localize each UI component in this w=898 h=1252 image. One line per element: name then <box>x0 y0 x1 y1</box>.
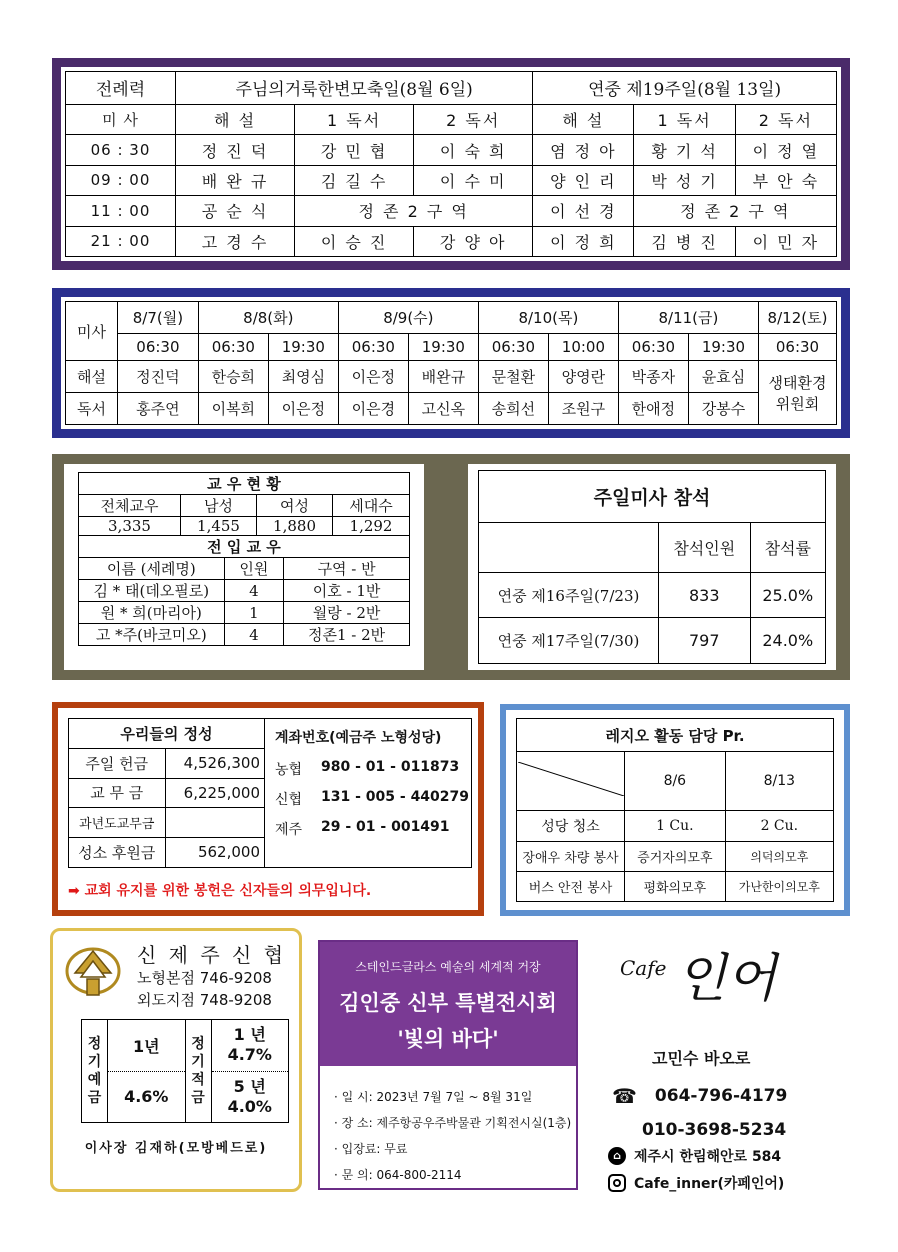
exhibition-info <box>334 1084 571 1188</box>
table-row <box>69 808 265 838</box>
cell: 연중 제17주일(7/30) <box>479 618 659 664</box>
cell <box>165 808 265 838</box>
exhibition-date: 일 시: 2023년 7월 7일 ~ 8월 31일 <box>341 1090 533 1104</box>
cell: 평화의모후 <box>625 872 726 902</box>
cell: 4 <box>224 580 284 602</box>
cell: 황 기 석 <box>634 135 735 165</box>
stats-panel <box>52 454 850 680</box>
day-header: 8/9(수) <box>338 302 478 334</box>
cell: 양영란 <box>548 361 618 393</box>
exhibition-title: 김인중 신부 특별전시회 <box>339 991 557 1015</box>
cell: 강 양 아 <box>414 226 533 256</box>
time: 06:30 <box>198 333 268 360</box>
cell: 염 정 아 <box>533 135 634 165</box>
sunday-schedule-panel <box>52 58 850 270</box>
row-label: 해설 <box>66 361 118 393</box>
cell: 한애정 <box>618 393 688 425</box>
table-row <box>66 135 837 165</box>
diagonal-line <box>518 762 624 796</box>
time: 19:30 <box>268 333 338 360</box>
members-header: 전체교우 <box>79 495 181 517</box>
deposit-term: 1년 <box>108 1020 186 1072</box>
cell: 1 Cu. <box>625 810 726 842</box>
list-item: · 입장료: 무료 <box>334 1142 408 1156</box>
cafe-phone1: 064-796-4179 <box>654 1086 788 1106</box>
savings-1y <box>211 1020 289 1072</box>
bank-name: 제주 <box>275 822 303 838</box>
day-header: 8/8(화) <box>198 302 338 334</box>
savings-5y <box>211 1071 289 1123</box>
cell: 2 Cu. <box>725 810 833 842</box>
cell: 홍주연 <box>118 393 199 425</box>
legio-title: 레지오 활동 담당 Pr. <box>517 719 834 752</box>
members-table <box>78 472 410 536</box>
arrow-right-icon: ➡ <box>68 883 80 899</box>
cell: 이은경 <box>338 393 408 425</box>
transfer-table <box>78 535 410 646</box>
table-row <box>69 749 265 779</box>
cell: 윤효심 <box>688 361 758 393</box>
offering-panel <box>52 702 484 916</box>
members-value: 1,455 <box>181 517 257 536</box>
list-item: · 장 소: 제주항공우주박물관 기획전시실(1층) <box>334 1116 572 1130</box>
cell: 이호 - 1반 <box>284 580 410 602</box>
cell: 최영심 <box>268 361 338 393</box>
day-header: 8/12(토) <box>759 302 837 334</box>
savings-1y-rate: 4.7% <box>227 1045 272 1065</box>
cell: 고신옥 <box>408 393 478 425</box>
cafe-address-row <box>608 1146 781 1166</box>
cell: 이 숙 희 <box>414 135 533 165</box>
feast-transfiguration: 주님의거룩한변모축일(8월 6일) <box>176 72 533 105</box>
list-item: · 일 시: 2023년 7월 7일 ~ 8월 31일 <box>334 1090 533 1104</box>
legio-table <box>516 718 834 902</box>
legio-date: 8/13 <box>725 752 833 811</box>
account-number: 131 - 005 - 440279 <box>321 789 470 805</box>
role-header: 2 독서 <box>414 104 533 134</box>
offering-box <box>68 718 472 868</box>
cell: 버스 안전 봉사 <box>517 872 625 902</box>
regular-savings-text: 정기적금 <box>191 1036 205 1106</box>
mass-time: 21 : 00 <box>66 226 176 256</box>
cell: 박 성 기 <box>634 165 735 195</box>
table-row <box>517 842 834 872</box>
cell: 배 완 규 <box>176 165 295 195</box>
cell: 833 <box>659 572 751 618</box>
legio-panel <box>500 704 850 916</box>
cell: 문철환 <box>478 361 548 393</box>
exhibition-contact: 문 의: 064-800-2114 <box>341 1168 462 1182</box>
cell: 공 순 식 <box>176 196 295 226</box>
cafe-logo-big: 인어 <box>676 949 777 1009</box>
time: 10:00 <box>548 333 618 360</box>
exhibition-place: 장 소: 제주항공우주박물관 기획전시실(1층) <box>341 1116 572 1130</box>
account-title: 계좌번호(예금주 노형성당) <box>275 730 442 746</box>
cell: 성당 청소 <box>517 810 625 842</box>
cafe-phone2: 010-3698-5234 <box>642 1120 787 1140</box>
deposit-rate: 4.6% <box>108 1071 186 1123</box>
members-header: 여성 <box>257 495 333 517</box>
transfer-header: 인원 <box>224 558 284 580</box>
table-row <box>66 226 837 256</box>
cell: 의덕의모후 <box>725 842 833 872</box>
transfer-title: 전 입 교 우 <box>79 536 410 558</box>
cell: 배완규 <box>408 361 478 393</box>
cell: 정 존 2 구 역 <box>295 196 533 226</box>
cell: 이은정 <box>338 361 408 393</box>
row-label: 독서 <box>66 393 118 425</box>
cell: 박종자 <box>618 361 688 393</box>
branch-second: 외도지점 748-9208 <box>137 991 272 1009</box>
cell: 이 승 진 <box>295 226 414 256</box>
bank-name: 신협 <box>275 792 303 808</box>
sunday-19: 연중 제19주일(8월 13일) <box>533 72 837 105</box>
regular-deposit-text: 정기예금 <box>87 1036 102 1106</box>
legio-date: 8/6 <box>625 752 726 811</box>
cell: 이 민 자 <box>735 226 836 256</box>
attendance-title: 주일미사 참석 <box>479 471 826 523</box>
savings-1y-term: 1 년 <box>233 1025 266 1045</box>
rates-table <box>81 1019 289 1123</box>
cell: 25.0% <box>750 572 826 618</box>
role-header: 1 독서 <box>634 104 735 134</box>
day-header: 8/11(금) <box>618 302 758 334</box>
instagram-icon <box>608 1174 626 1192</box>
table-row <box>69 837 265 867</box>
mass-label: 미사 <box>66 302 118 361</box>
weekday-schedule-panel <box>52 288 850 438</box>
cell: 강봉수 <box>688 393 758 425</box>
cell: 고 경 수 <box>176 226 295 256</box>
credit-union-name: 신 제 주 신 협 <box>137 943 287 967</box>
account-info <box>275 727 469 839</box>
cell: 과년도교무금 <box>69 808 165 838</box>
cell: 성소 후원금 <box>69 837 165 867</box>
bank-name: 농협 <box>275 762 303 778</box>
time: 06:30 <box>118 333 199 360</box>
cell: 562,000 <box>165 837 265 867</box>
table-row <box>79 580 410 602</box>
regular-savings-label <box>185 1020 211 1123</box>
members-value: 3,335 <box>79 517 181 536</box>
account-number: 980 - 01 - 011873 <box>321 759 460 775</box>
cell: 정 존 2 구 역 <box>634 196 837 226</box>
diagonal-cell <box>517 752 625 811</box>
role-header: 1 독서 <box>295 104 414 134</box>
offering-table <box>69 719 265 867</box>
cell: 정 진 덕 <box>176 135 295 165</box>
cafe-phone-row <box>612 1084 787 1108</box>
cell: 교 무 금 <box>69 778 165 808</box>
cell: 김 * 태(데오필로) <box>79 580 225 602</box>
sunday-schedule-table <box>65 71 837 257</box>
regular-deposit-label <box>82 1020 108 1123</box>
exhibition-subtitle: 스테인드글라스 예술의 세계적 거장 <box>355 960 541 974</box>
cell: 이 선 경 <box>533 196 634 226</box>
cell: 증거자의모후 <box>625 842 726 872</box>
time: 06:30 <box>338 333 408 360</box>
cell: 장애우 차량 봉사 <box>517 842 625 872</box>
exhibition-title2: '빛의 바다' <box>397 1027 499 1051</box>
cell: 강 민 협 <box>295 135 414 165</box>
table-row <box>479 618 826 664</box>
day-header: 8/7(월) <box>118 302 199 334</box>
table-row <box>79 624 410 646</box>
account-row <box>275 789 469 809</box>
cell: 조원구 <box>548 393 618 425</box>
members-header: 남성 <box>181 495 257 517</box>
cafe-ad <box>600 928 860 1198</box>
transfer-header: 이름 (세례명) <box>79 558 225 580</box>
exhibition-banner <box>320 942 576 1066</box>
cell: 양 인 리 <box>533 165 634 195</box>
day-header: 8/10(목) <box>478 302 618 334</box>
cell: 이복희 <box>198 393 268 425</box>
cell: 김 길 수 <box>295 165 414 195</box>
attendance-table <box>478 470 826 664</box>
role-header: 미 사 <box>66 104 176 134</box>
cell: 가난한이의모후 <box>725 872 833 902</box>
role-header: 2 독서 <box>735 104 836 134</box>
instagram-lens <box>613 1179 621 1187</box>
cell: 월랑 - 2반 <box>284 602 410 624</box>
role-header: 해 설 <box>533 104 634 134</box>
credit-union-ad <box>50 928 302 1192</box>
transfer-header: 구역 - 반 <box>284 558 410 580</box>
chairman: 이사장 김재하(모방베드로) <box>84 1141 268 1156</box>
members-value: 1,880 <box>257 517 333 536</box>
home-icon: ⌂ <box>608 1147 626 1165</box>
weekday-schedule-table <box>65 301 837 425</box>
cell: 4,526,300 <box>165 749 265 779</box>
cell: 이 정 희 <box>533 226 634 256</box>
cell: 이 정 열 <box>735 135 836 165</box>
table-row <box>479 572 826 618</box>
savings-5y-term: 5 년 <box>233 1076 266 1096</box>
cafe-logo-small: Cafe <box>620 956 667 980</box>
mass-time: 06 : 30 <box>66 135 176 165</box>
exhibition-fee: 입장료: 무료 <box>341 1142 408 1156</box>
time: 06:30 <box>618 333 688 360</box>
cell: 부 안 숙 <box>735 165 836 195</box>
account-row <box>275 759 469 779</box>
branch-main: 노형본점 746-9208 <box>137 969 272 987</box>
phone-icon: ☎ <box>612 1084 637 1108</box>
offering-title: 우리들의 정성 <box>69 719 265 749</box>
blank-cell <box>479 523 659 573</box>
table-row <box>66 361 837 393</box>
cell: 연중 제16주일(7/23) <box>479 572 659 618</box>
time: 06:30 <box>759 333 837 360</box>
time: 19:30 <box>408 333 478 360</box>
cell: 주일 헌금 <box>69 749 165 779</box>
role-header: 해 설 <box>176 104 295 134</box>
time: 06:30 <box>478 333 548 360</box>
cell: 정진덕 <box>118 361 199 393</box>
time: 19:30 <box>688 333 758 360</box>
account-number: 29 - 01 - 001491 <box>321 819 450 835</box>
table-row <box>69 778 265 808</box>
cell: 1 <box>224 602 284 624</box>
table-row <box>66 393 837 425</box>
members-header: 세대수 <box>333 495 410 517</box>
members-title: 교 우 현 황 <box>79 473 410 495</box>
cell: 김 병 진 <box>634 226 735 256</box>
saturday-group: 생태환경 위원회 <box>759 361 837 425</box>
cafe-instagram: Cafe_inner(카페인어) <box>634 1176 785 1192</box>
table-row <box>66 165 837 195</box>
members-value: 1,292 <box>333 517 410 536</box>
attendance-header: 참석인원 <box>659 523 751 573</box>
cell: 4 <box>224 624 284 646</box>
cafe-address: 제주시 한림해안로 584 <box>634 1149 782 1165</box>
cell: 6,225,000 <box>165 778 265 808</box>
cafe-owner: 고민수 바오로 <box>652 1049 751 1068</box>
table-row <box>517 872 834 902</box>
table-row <box>79 602 410 624</box>
savings-5y-rate: 4.0% <box>227 1096 272 1116</box>
mass-time: 11 : 00 <box>66 196 176 226</box>
attendance-box <box>468 464 836 670</box>
cell: 797 <box>659 618 751 664</box>
cell: 24.0% <box>750 618 826 664</box>
list-item: · 문 의: 064-800-2114 <box>334 1168 462 1182</box>
mass-time: 09 : 00 <box>66 165 176 195</box>
members-box <box>64 464 424 670</box>
cell: 이은정 <box>268 393 338 425</box>
cell: 한승희 <box>198 361 268 393</box>
credit-union-logo <box>65 943 121 1003</box>
offering-note <box>68 880 371 900</box>
cell: 송희선 <box>478 393 548 425</box>
offering-note-text: 교회 유지를 위한 봉헌은 신자들의 의무입니다. <box>84 883 372 899</box>
cell: 원 * 희(마리아) <box>79 602 225 624</box>
cell: 고 *주(바코미오) <box>79 624 225 646</box>
attendance-header: 참석률 <box>750 523 826 573</box>
cell: 이 수 미 <box>414 165 533 195</box>
cell: 정존1 - 2반 <box>284 624 410 646</box>
cafe-instagram-row <box>608 1173 784 1193</box>
table-row <box>66 196 837 226</box>
account-row <box>275 819 469 839</box>
table-row <box>517 810 834 842</box>
liturgy-label: 전례력 <box>66 72 176 105</box>
exhibition-ad <box>318 940 578 1190</box>
